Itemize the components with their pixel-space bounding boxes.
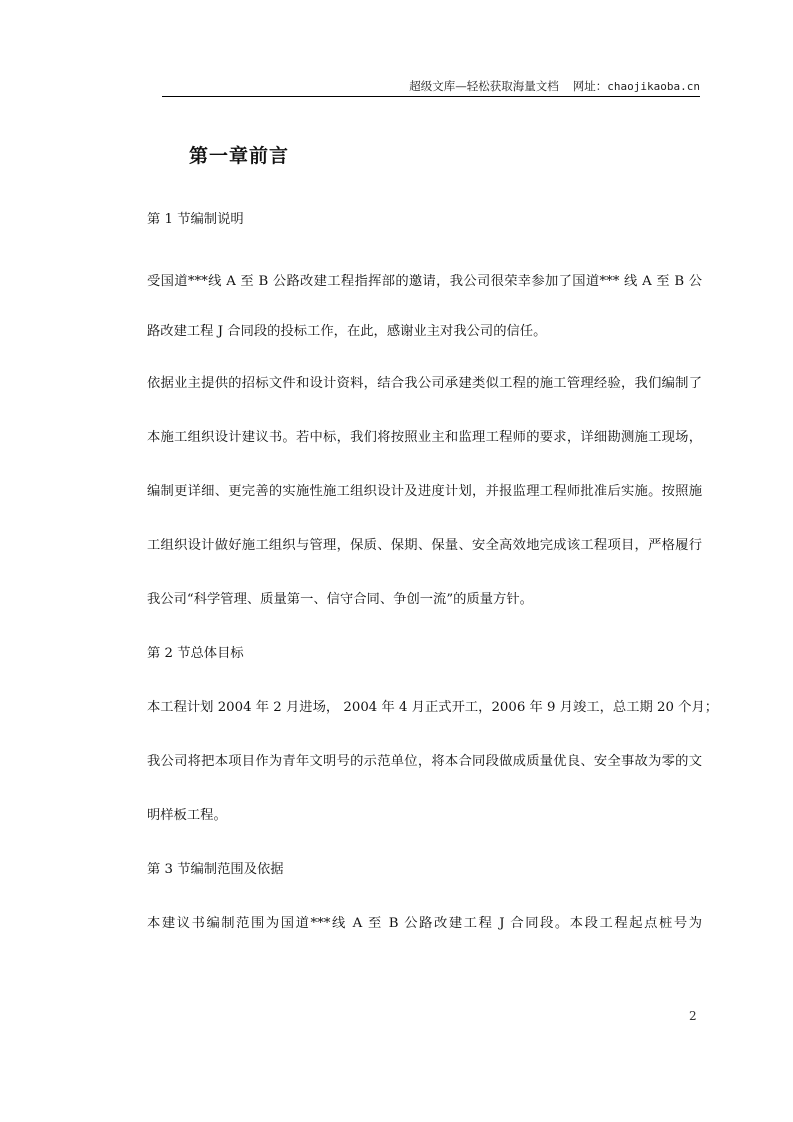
body-text-line: 本建议书编制范围为国道***线 A 至 B 公路改建工程 J 合同段。本段工程起点桩号为 xyxy=(147,916,702,931)
header-rule xyxy=(162,96,700,97)
header-url: chaojikaoba.cn xyxy=(607,80,700,93)
body-text-line: 明样板工程。 xyxy=(147,808,227,823)
page-header xyxy=(162,78,700,94)
body-text-line: 本施工组织设计建议书。若中标，我们将按照业主和监理工程师的要求，详细勘测施工现场， xyxy=(147,430,702,445)
body-text-line: 我公司将把本项目作为青年文明号的示范单位，将本合同段做成质量优良、安全事故为零的文 xyxy=(147,754,702,769)
body-text-line: 受国道***线 A 至 B 公路改建工程指挥部的邀请，我公司很荣幸参加了国道*** 线 A 至 B 公 xyxy=(147,274,702,289)
section-heading: 第 3 节编制范围及依据 xyxy=(147,862,284,877)
section-heading: 第 2 节总体目标 xyxy=(147,646,244,661)
body-text-line: 依据业主提供的招标文件和设计资料，结合我公司承建类似工程的施工管理经验，我们编制了 xyxy=(147,376,702,391)
header-site-name: 超级文库—轻松获取海量文档 xyxy=(409,79,559,93)
body-text-line: 路改建工程 J 合同段的投标工作，在此，感谢业主对我公司的信任。 xyxy=(147,324,547,339)
body-text-line: 工组织设计做好施工组织与管理，保质、保期、保量、安全高效地完成该工程项目，严格履行 xyxy=(147,538,702,553)
section-heading: 第 1 节编制说明 xyxy=(147,212,244,227)
page-number: 2 xyxy=(689,1009,697,1023)
header-url-label: 网址： xyxy=(572,79,608,93)
body-text-line: 本工程计划 2004 年 2 月进场， 2004 年 4 月正式开工，2006 年 9 月竣工，总工期 20 个月； xyxy=(147,700,719,715)
body-text-line: 我公司“科学管理、质量第一、信守合同、争创一流”的质量方针。 xyxy=(147,592,533,607)
chapter-title: 第一章前言 xyxy=(189,145,290,167)
body-text-line: 编制更详细、更完善的实施性施工组织设计及进度计划，并报监理工程师批准后实施。按照施 xyxy=(147,484,702,499)
